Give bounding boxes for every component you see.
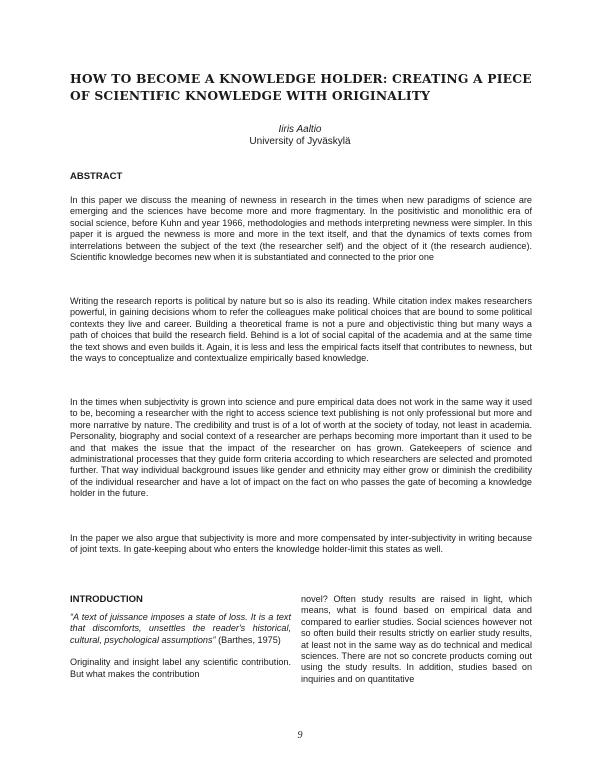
abstract-paragraph-3: In the times when subjectivity is grown into science and pure empirical data does not work in the same way it used to be, becoming a researcher with the right to access science text publishing is not only professional but more and more narrative by nature. The credibility and trust is of a lot of worth at the society of today, not least in academia. Personality, biography and social context of a researcher are perhaps becoming more important than it used to be and that makes the issue that the impact of the researcher on has grown. Gatekeepers of science and administrational processes that they guide form criteria according to which researchers are selected and promoted further. That way individual background issues like gender and ethnicity may either grow or diminish the credibility of the individual researcher and have a lot of impact on the fact on who passes the gate of becoming a knowledge holder in the future. xyxy=(70,397,532,499)
epigraph-quote xyxy=(70,612,291,646)
abstract-paragraph-4: In the paper we also argue that subjectivity is more and more compensated by inter-subjectivity in writing because of joint texts. In gate-keeping about who enters the knowledge holder-limit this states as well. xyxy=(70,533,532,555)
introduction-heading: INTRODUCTION xyxy=(70,594,143,605)
abstract-heading: ABSTRACT xyxy=(70,171,123,182)
author-affiliation: University of Jyväskylä xyxy=(249,136,351,147)
page-number: 9 xyxy=(297,730,303,741)
abstract-paragraph-1: In this paper we discuss the meaning of newness in research in the times when new paradigms of science are emerging and the sciences have become more and more fragmentary. In the positivistic and monolithic era of social science, before Kuhn and year 1966, methodologies and methods interpreting newness were simpler. In this paper it is argued the newness is more and more in the text itself, and that the dynamics of texts comes from interrelations between the subject of the text (the researcher self) and the object of it (the research audience). Scientific knowledge becomes new when it is substantiated and connected to the prior one xyxy=(70,195,532,263)
author-name: Iiris Aaltio xyxy=(278,124,322,135)
introduction-left-text: Originality and insight label any scientific contribution. But what makes the contribution xyxy=(70,657,291,679)
epigraph-text: “A text of juissance imposes a state of loss. It is a text that discomforts, unsettles the reader's historical, cultural, psychological assumptions” xyxy=(70,612,291,645)
introduction-right-column: novel? Often study results are raised in light, which means, what is found based on empirical data and compared to earlier studies. Social sciences however not so often build their results strictly on earlier study results, at least not in the same way as do technical and medical sciences. There are not so concrete products coming out using the study results. In addition, studies based on inquiries and on quantitative xyxy=(301,594,532,684)
paper-title: HOW TO BECOME A KNOWLEDGE HOLDER: CREATING A PIECE OF SCIENTIFIC KNOWLEDGE WITH ORIGINALITY xyxy=(70,71,532,103)
introduction-left-column xyxy=(70,612,291,680)
epigraph-source: (Barthes, 1975) xyxy=(218,634,281,645)
abstract-paragraph-2: Writing the research reports is political by nature but so is also its reading. While citation index makes researchers powerful, in gaining decisions whom to refer the colleagues make political choices that are bound to some political contexts they live and career. Building a theoretical frame is not a pure and objectivistic thing but many ways a path of choices that build the research field. Behind is a lot of social capital of the academia and at the same time the text shows and even builds it. Again, it is less and less the empirical facts itself that contributes to newness, but the ways to conceptualize and contextualize empirically based knowledge. xyxy=(70,296,532,364)
